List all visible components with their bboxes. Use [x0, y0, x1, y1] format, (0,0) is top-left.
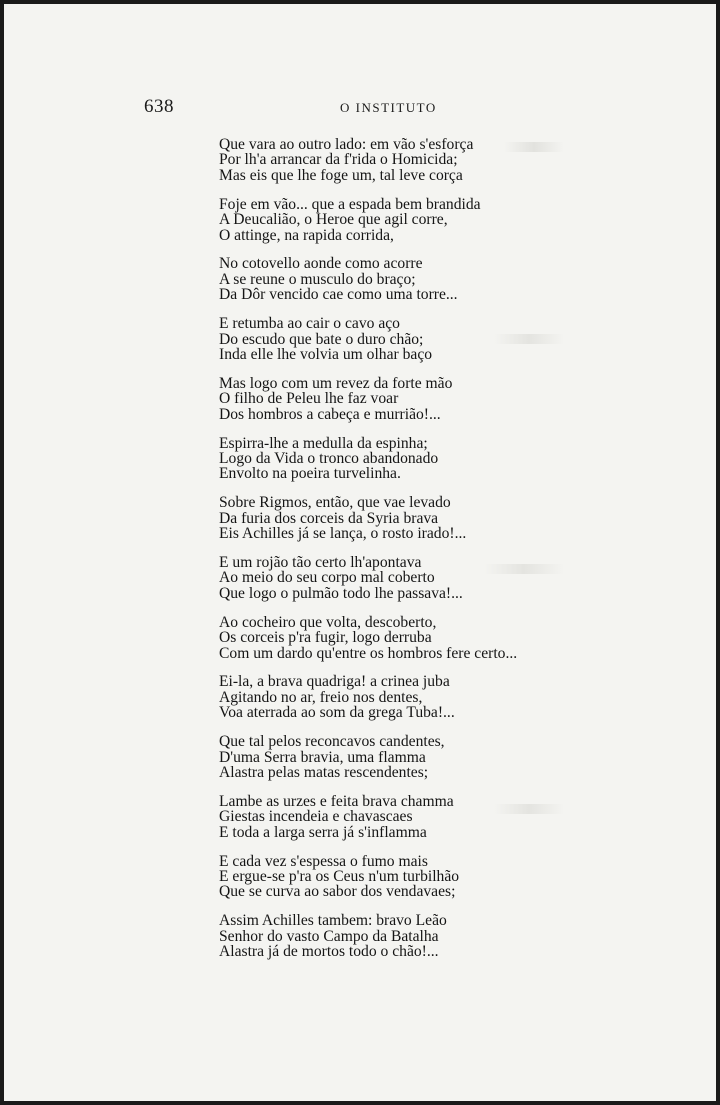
- verse-line: Por lh'a arrancar da f'rida o Homicida;: [219, 151, 458, 169]
- verse-line: Lambe as urzes e feita brava chamma: [219, 792, 454, 810]
- verse-line: Mas eis que lhe foge um, tal leve corça: [219, 166, 463, 184]
- verse-line: Giestas incendeia e chavascaes: [219, 808, 413, 826]
- verse-line: Mas logo com um revez da forte mão: [219, 374, 453, 392]
- stanza: [219, 913, 679, 959]
- poem-body: [219, 137, 679, 973]
- page-number: 638: [144, 96, 174, 117]
- stanza: [219, 674, 679, 720]
- verse-line: Ei-la, a brava quadriga! a crinea juba: [219, 673, 450, 691]
- verse-line: Do escudo que bate o duro chão;: [219, 330, 424, 348]
- book-page: [4, 4, 716, 1101]
- stanza: [219, 436, 679, 482]
- verse-line: Os corceis p'ra fugir, logo derruba: [219, 629, 432, 647]
- verse-line: Da Dôr vencido cae como uma torre...: [219, 286, 458, 304]
- verse-line: Ao cocheiro que volta, descoberto,: [219, 613, 437, 631]
- verse-line: A se reune o musculo do braço;: [219, 270, 416, 288]
- verse-line: E retumba ao cair o cavo aço: [219, 315, 400, 333]
- verse-line: Alastra já de mortos todo o chão!...: [219, 943, 439, 961]
- verse-line: Sobre Rigmos, então, que vae levado: [219, 494, 451, 512]
- verse-line: A Deucalião, o Heroe que agil corre,: [219, 211, 448, 229]
- running-title: O INSTITUTO: [340, 100, 437, 115]
- stanza: [219, 197, 679, 243]
- stanza: [219, 137, 679, 183]
- page-header: [4, 96, 716, 120]
- verse-line: E ergue-se p'ra os Ceus n'um turbilhão: [219, 868, 460, 886]
- stanza: [219, 316, 679, 362]
- verse-line: O filho de Peleu lhe faz voar: [219, 390, 399, 408]
- verse-line: Agitando no ar, freio nos dentes,: [219, 688, 423, 706]
- verse-line: Dos hombros a cabeça e murrião!...: [219, 405, 441, 423]
- stanza: [219, 854, 679, 900]
- verse-line: Que tal pelos reconcavos candentes,: [219, 733, 445, 751]
- verse-line: Senhor do vasto Campo da Batalha: [219, 927, 439, 945]
- verse-line: No cotovello aonde como acorre: [219, 255, 423, 273]
- stanza: [219, 734, 679, 780]
- verse-line: Envolto na poeira turvelinha.: [219, 465, 401, 483]
- stanza: [219, 794, 679, 840]
- verse-line: Espirra-lhe a medulla da espinha;: [219, 434, 428, 452]
- verse-line: Da furia dos corceis da Syria brava: [219, 509, 439, 527]
- verse-line: O attinge, na rapida corrida,: [219, 226, 394, 244]
- stanza: [219, 376, 679, 422]
- verse-line: Que vara ao outro lado: em vão s'esforça: [219, 136, 474, 153]
- verse-line: E toda a larga serra já s'inflamma: [219, 823, 427, 841]
- verse-line: Ao meio do seu corpo mal coberto: [219, 569, 435, 587]
- stanza: [219, 555, 679, 601]
- verse-line: E cada vez s'espessa o fumo mais: [219, 852, 428, 870]
- verse-line: Inda elle lhe volvia um olhar baço: [219, 345, 433, 363]
- verse-line: Que logo o pulmão todo lhe passava!...: [219, 584, 463, 602]
- verse-line: D'uma Serra bravia, uma flamma: [219, 748, 426, 766]
- verse-line: Com um dardo qu'entre os hombros fere certo...: [219, 644, 518, 662]
- verse-line: Foje em vão... que a espada bem brandida: [219, 195, 481, 213]
- verse-line: Alastra pelas matas rescendentes;: [219, 764, 429, 781]
- verse-line: Que se curva ao sabor dos vendavaes;: [219, 883, 456, 901]
- verse-line: Logo da Vida o tronco abandonado: [219, 450, 439, 467]
- stanza: [219, 495, 679, 541]
- verse-line: Assim Achilles tambem: bravo Leão: [219, 912, 447, 930]
- verse-line: Voa aterrada ao som da grega Tuba!...: [219, 704, 455, 722]
- stanza: [219, 615, 679, 661]
- stanza: [219, 256, 679, 302]
- verse-line: E um rojão tão certo lh'apontava: [219, 554, 422, 572]
- verse-line: Eis Achilles já se lança, o rosto irado!...: [219, 525, 467, 543]
